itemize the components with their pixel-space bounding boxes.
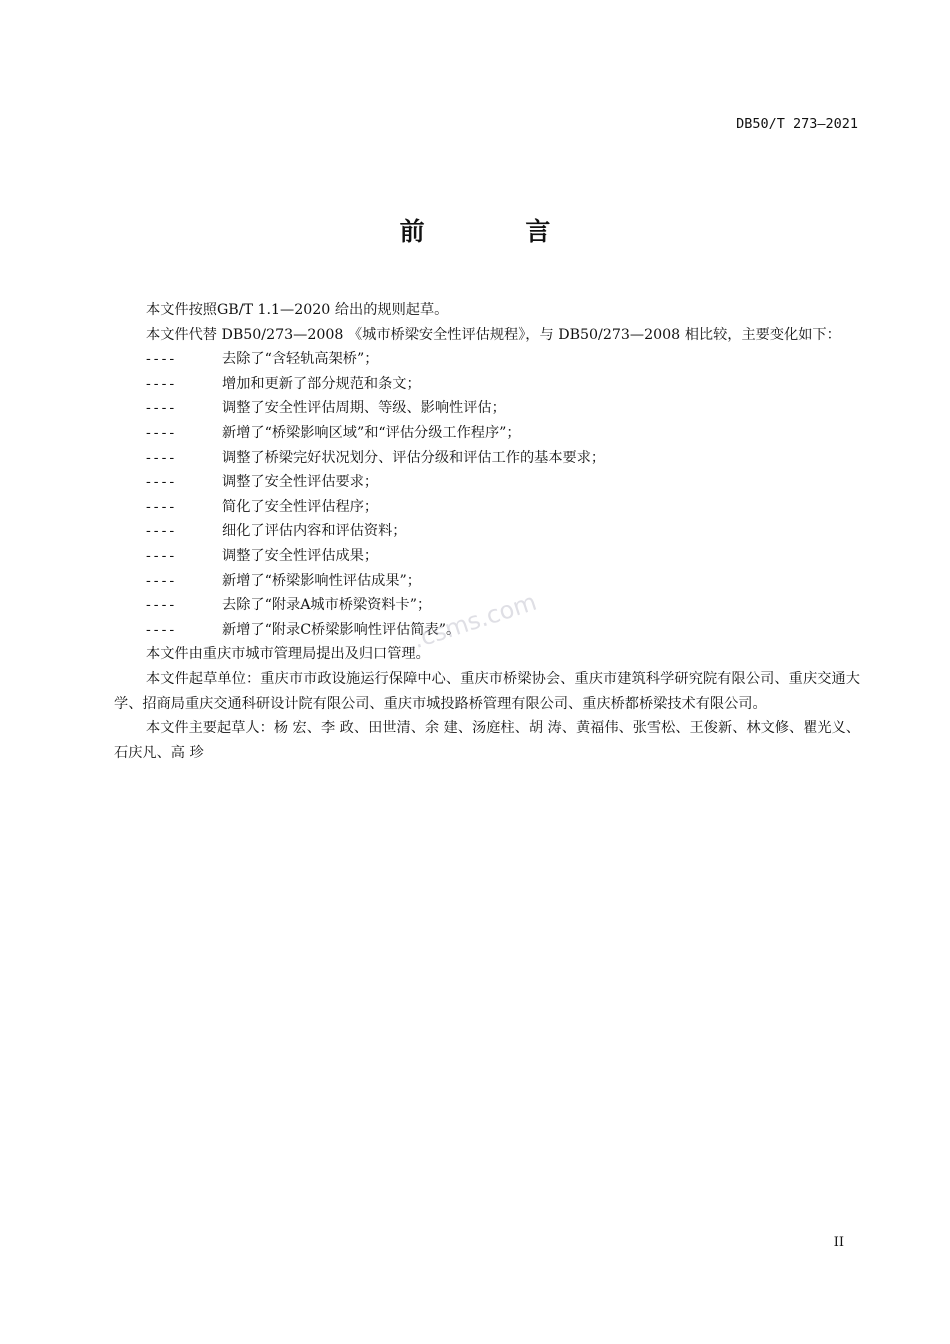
change-text: 调整了安全性评估成果； (222, 547, 379, 564)
dash-marker: ---- (146, 621, 178, 638)
dash-marker: ---- (146, 474, 178, 491)
dash-marker: ---- (146, 523, 178, 540)
change-text: 细化了评估内容和评估资料； (222, 523, 407, 540)
dash-marker: ---- (146, 449, 178, 466)
paragraph-management: 本文件由重庆市城市管理局提出及归口管理。 (146, 646, 430, 663)
dash-marker: ---- (146, 375, 178, 392)
change-text: 新增了“桥梁影响性评估成果”； (222, 572, 421, 589)
page-title: 前 言 (399, 217, 597, 246)
change-text: 简化了安全性评估程序； (222, 498, 379, 515)
change-text: 增加和更新了部分规范和条文； (222, 375, 421, 392)
list-item (114, 544, 860, 569)
list-item (114, 470, 860, 495)
list-item (114, 421, 860, 446)
page-number: II (833, 1235, 844, 1250)
list-item (114, 372, 860, 397)
change-text: 调整了桥梁完好状况划分、评估分级和评估工作的基本要求； (222, 449, 606, 466)
list-item (114, 519, 860, 544)
change-text: 去除了“附录A城市桥梁资料卡”； (222, 597, 432, 614)
paragraph-drafters: 本文件主要起草人：杨 宏、李 政、田世清、余 建、汤庭柱、胡 涛、黄福伟、张雪松、王俊新、林文修、瞿光义、石庆凡、高 珍 (114, 720, 860, 761)
dash-marker: ---- (146, 597, 178, 614)
dash-marker: ---- (146, 424, 178, 441)
change-text: 调整了安全性评估周期、等级、影响性评估； (222, 400, 506, 417)
change-text: 新增了“附录C桥梁影响性评估简表”。 (222, 621, 461, 638)
dash-marker: ---- (146, 400, 178, 417)
list-item (114, 396, 860, 421)
watermark: ...csms.com (395, 587, 540, 659)
list-item (114, 569, 860, 594)
list-item (114, 446, 860, 471)
change-text: 去除了“含轻轨高架桥”； (222, 351, 379, 368)
change-text: 新增了“桥梁影响区域”和“评估分级工作程序”； (222, 424, 521, 441)
dash-marker: ---- (146, 572, 178, 589)
change-text: 调整了安全性评估要求； (222, 474, 379, 491)
dash-marker: ---- (146, 547, 178, 564)
paragraph-drafting-rules: 本文件按照GB/T 1.1—2020 给出的规则起草。 (146, 302, 449, 318)
paragraph-replacement: 本文件代替 DB50/273—2008 《城市桥梁安全性评估规程》，与 DB50/273—2008 相比较，主要变化如下： (146, 326, 841, 343)
document-code: DB50/T 273—2021 (736, 116, 858, 132)
list-item (114, 347, 860, 372)
dash-marker: ---- (146, 498, 178, 515)
change-list (114, 347, 860, 642)
paragraph-drafting-units: 本文件起草单位：重庆市市政设施运行保障中心、重庆市桥梁协会、重庆市建筑科学研究院有限公司、重庆交通大学、招商局重庆交通科研设计院有限公司、重庆市城投路桥管理有限公司、重庆桥都桥梁技术有限公司。 (114, 670, 860, 712)
dash-marker: ---- (146, 351, 178, 368)
list-item (114, 495, 860, 520)
document-body (114, 298, 860, 765)
